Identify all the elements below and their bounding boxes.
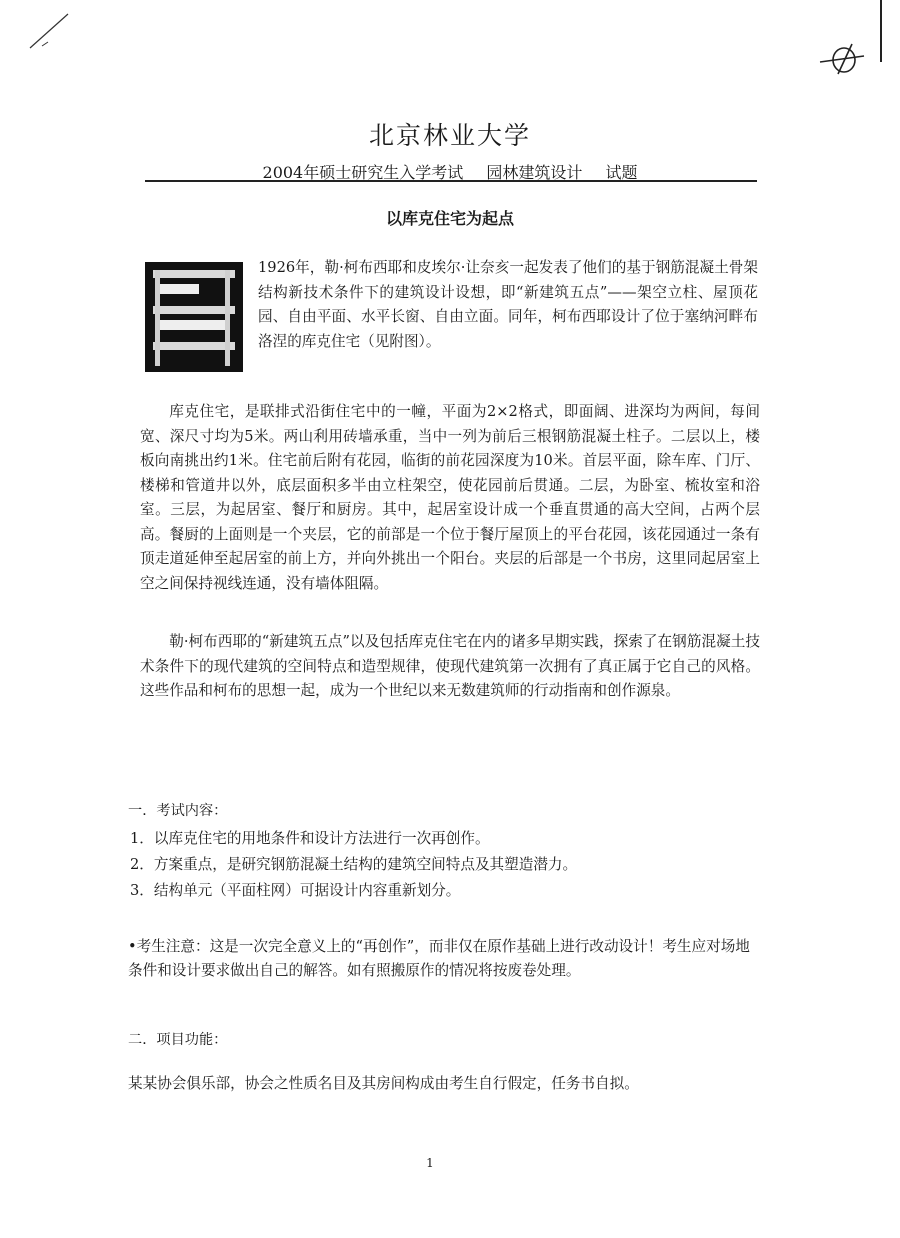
exam-subject: 园林建筑设计: [486, 163, 583, 182]
section-2-title: 二．项目功能：: [128, 1032, 228, 1048]
handwritten-mark-icon: [812, 38, 872, 82]
exam-content-list: [130, 828, 750, 906]
scan-edge-line: [880, 0, 882, 62]
page-number: 1: [426, 1156, 434, 1170]
topic-title: 以库克住宅为起点: [385, 209, 514, 228]
intro-paragraph: 1926年，勒·柯布西耶和皮埃尔·让奈亥一起发表了他们的基于钢筋混凝土骨架结构新技术条件下的建筑设计设想，即“新建筑五点”——架空立柱、屋顶花园、自由平面、水平长窗、自由立面。同年，柯布西耶设计了位于塞纳河畔布洛涅的库克住宅（见附图）。: [258, 259, 758, 350]
section-1-title: 一．考试内容：: [128, 803, 228, 819]
section-2-text: 某某协会俱乐部，协会之性质名目及其房间构成由考生自行假定，任务书自拟。: [128, 1075, 639, 1092]
villa-cook-photo: [145, 262, 243, 372]
body-paragraph-1: 库克住宅，是联排式沿街住宅中的一幢，平面为2×2格式，即面阔、进深均为两间，每间宽、深尺寸均为5米。两山利用砖墙承重，当中一列为前后三根钢筋混凝土柱子。二层以上，楼板向南挑出约1米。住宅前后附有花园，临街的前花园深度为10米。首层平面，除车库、门厅、楼梯和管道井以外，底层面积多半由立柱架空，使花园前后贯通。二层，为卧室、梳妆室和浴室。三层，为起居室、餐厅和厨房。其中，起居室设计成一个垂直贯通的高大空间，占两个层高。餐厨的上面则是一个夹层，它的前部是一个位于餐厅屋顶上的平台花园，该花园通过一条有顶走道延伸至起居室的前上方，并向外挑出一个阳台。夹层的后部是一个书房，这里同起居室上空之间保持视线连通，没有墙体阻隔。: [140, 403, 760, 592]
university-name: 北京林业大学: [368, 121, 531, 150]
list-item: 2．方案重点，是研究钢筋混凝土结构的建筑空间特点及其塑造潜力。: [130, 856, 578, 873]
list-item: 3．结构单元（平面柱网）可据设计内容重新划分。: [130, 882, 461, 899]
exam-doc-type: 试题: [605, 163, 638, 182]
list-item: 1．以库克住宅的用地条件和设计方法进行一次再创作。: [130, 830, 490, 847]
pen-scribble-mark: [20, 8, 80, 58]
exam-title: 2004年硕士研究生入学考试: [262, 163, 464, 182]
header-divider: [145, 180, 757, 182]
body-paragraph-2: 勒·柯布西耶的“新建筑五点”以及包括库克住宅在内的诸多早期实践，探索了在钢筋混凝土技术条件下的现代建筑的空间特点和造型规律，使现代建筑第一次拥有了真正属于它自己的风格。这些作品和柯布的思想一起，成为一个世纪以来无数建筑师的行动指南和创作源泉。: [140, 633, 760, 699]
candidate-note: •考生注意：这是一次完全意义上的“再创作”，而非仅在原作基础上进行改动设计！考生应对场地条件和设计要求做出自己的解答。如有照搬原作的情况将按废卷处理。: [128, 938, 750, 979]
